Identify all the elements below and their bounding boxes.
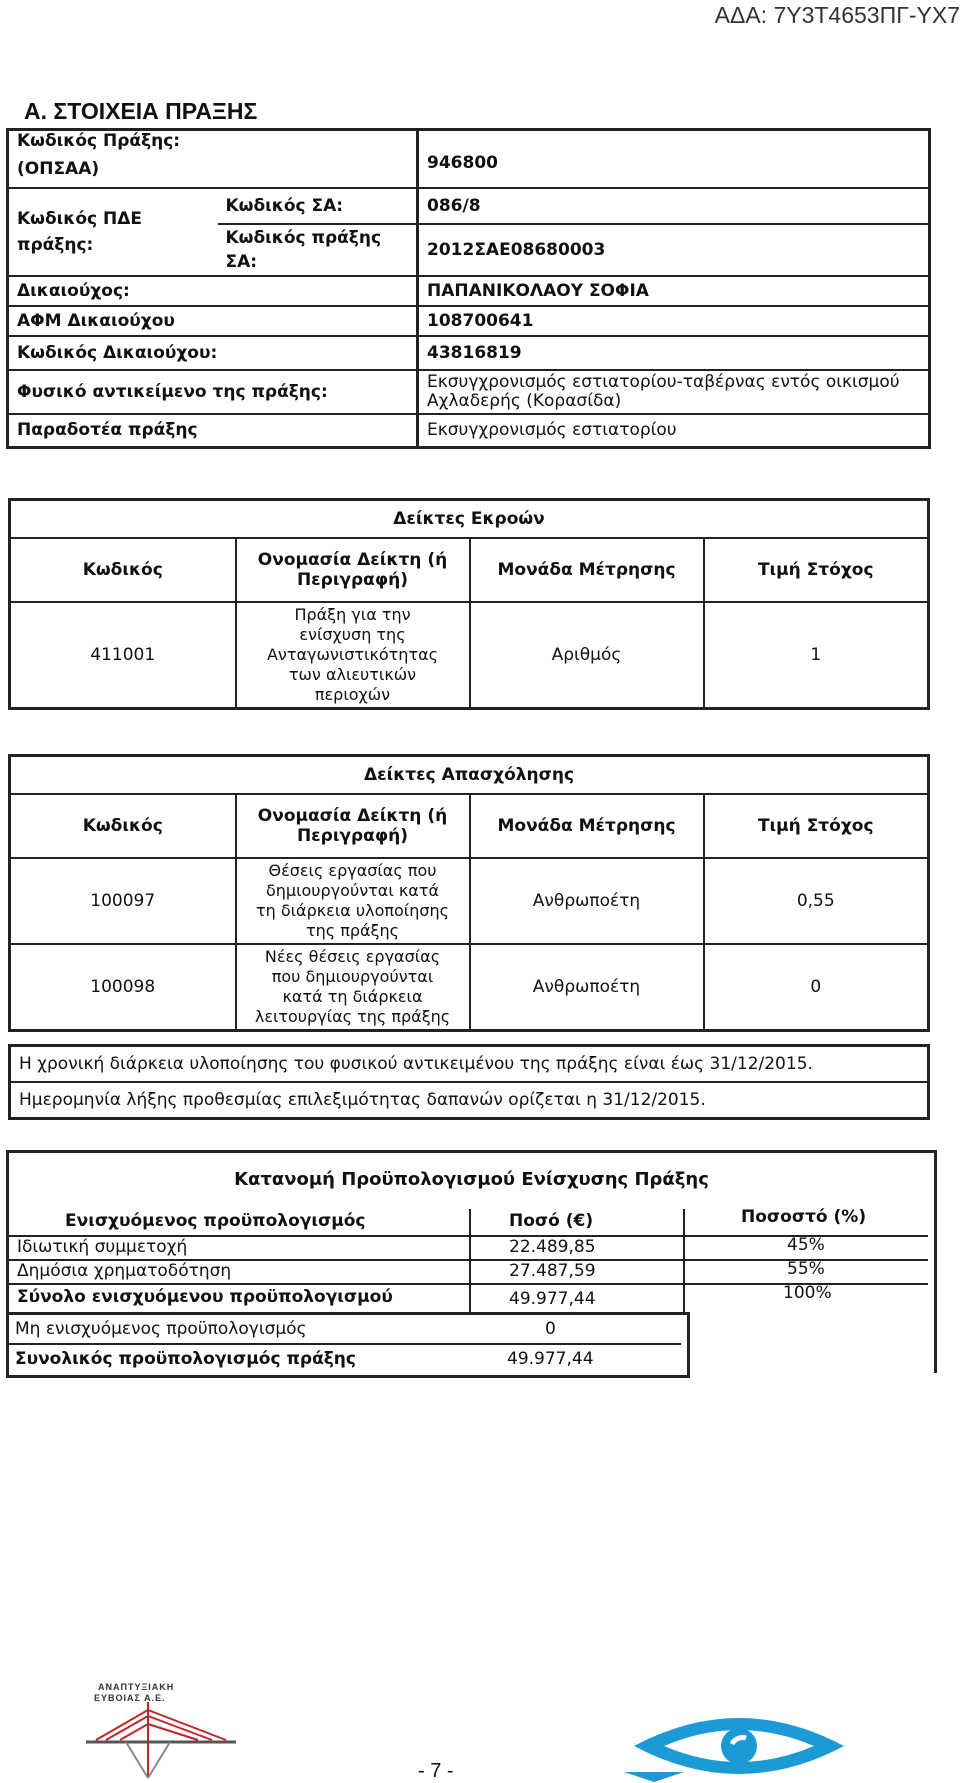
duration-note: Η χρονική διάρκεια υλοποίησης του φυσικού αντικειμένου της πράξης είναι έως 31/12/2015. (19, 1054, 813, 1074)
pde-code-label: Κωδικός ΠΔΕ πράξης: (8, 188, 218, 276)
afm-value: 108700641 (418, 306, 930, 336)
table-row (10, 602, 929, 709)
budget-divider (683, 1209, 685, 1315)
budget-row-percent: 100% (783, 1283, 832, 1303)
indicator-unit: Ανθρωποέτη (470, 944, 704, 1031)
indicator-code: 100097 (10, 858, 236, 944)
duration-notes (8, 1044, 930, 1120)
col-target: Τιμή Στόχος (704, 794, 929, 858)
sa-code-value: 086/8 (418, 188, 930, 224)
budget-divider (469, 1209, 471, 1315)
ada-code: ΑΔΑ: 7Υ3Τ4653ΠΓ-ΥΧ7 (714, 2, 960, 28)
col-code: Κωδικός (10, 794, 236, 858)
total-budget-amount: 49.977,44 (507, 1349, 594, 1369)
beneficiary-code-value: 43816819 (418, 336, 930, 370)
col-budget: Ενισχυόμενος προϋπολογισμός (65, 1211, 366, 1231)
indicator-target: 1 (704, 602, 929, 709)
budget-row-amount: 49.977,44 (509, 1289, 596, 1309)
physical-object-label: Φυσικό αντικείμενο της πράξης: (17, 381, 328, 402)
afm-label: ΑΦΜ Δικαιούχου (17, 310, 175, 331)
project-code-label: Κωδικός Πράξης: (ΟΠΣΑΑ) (17, 131, 181, 179)
non-subsidized-amount: 0 (545, 1319, 556, 1339)
indicator-description: Νέες θέσεις εργασίας που δημιουργούνται κατά τη διάρκεια λειτουργίας της πράξης (236, 944, 470, 1031)
project-sa-code-label: Κωδικός πράξης ΣΑ: (225, 227, 382, 272)
anaptyxiaki-evvoias-logo (86, 1680, 236, 1780)
physical-object-value: Εκσυγχρονισμός εστιατορίου-ταβέρνας εντός οικισμού Αχλαδερής (Κορασίδα) (418, 370, 930, 414)
project-sa-code-value: 2012ΣΑΕ08680003 (418, 224, 930, 276)
col-percent: Ποσοστό (%) (741, 1207, 867, 1227)
project-details-table (6, 128, 931, 449)
indicator-description: Πράξη για την ενίσχυση της Ανταγωνιστικότητας των αλιευτικών περιοχών (236, 602, 470, 709)
col-name: Ονομασία Δείκτη (ή Περιγραφή) (236, 538, 470, 602)
beneficiary-code-label: Κωδικός Δικαιούχου: (17, 342, 218, 363)
budget-row-amount: 22.489,85 (509, 1237, 596, 1257)
project-code-value: 946800 (418, 130, 930, 188)
col-code: Κωδικός (10, 538, 236, 602)
indicator-target: 0 (704, 944, 929, 1031)
budget-divider (9, 1343, 681, 1345)
budget-title: Κατανομή Προϋπολογισμού Ενίσχυσης Πράξης (234, 1169, 709, 1190)
table-row (10, 858, 929, 944)
beneficiary-value: ΠΑΠΑΝΙΚΟΛΑΟΥ ΣΟΦΙΑ (418, 276, 930, 306)
col-unit: Μονάδα Μέτρησης (470, 794, 704, 858)
budget-row-label: Δημόσια χρηματοδότηση (17, 1261, 232, 1281)
indicator-unit: Ανθρωποέτη (470, 858, 704, 944)
non-subsidized-label: Μη ενισχυόμενος προϋπολογισμός (15, 1319, 307, 1339)
page-number: - 7 - (418, 1760, 454, 1782)
deadline-note: Ημερομηνία λήξης προθεσμίας επιλεξιμότητας δαπανών ορίζεται η 31/12/2015. (11, 1081, 927, 1117)
budget-row-label: Σύνολο ενισχυόμενου προϋπολογισμού (17, 1287, 393, 1307)
beneficiary-label: Δικαιούχος: (17, 280, 130, 301)
indicator-code: 100098 (10, 944, 236, 1031)
indicator-target: 0,55 (704, 858, 929, 944)
output-indicators-title: Δείκτες Εκροών (10, 500, 929, 539)
employment-indicators-title: Δείκτες Απασχόλησης (10, 756, 929, 795)
table-row (10, 944, 929, 1031)
eye-fish-logo (624, 1700, 854, 1782)
indicator-unit: Αριθμός (470, 602, 704, 709)
budget-row-percent: 55% (787, 1259, 825, 1279)
deliverables-value: Εκσυγχρονισμός εστιατορίου (418, 414, 930, 448)
employment-indicators-table (8, 754, 930, 1032)
col-unit: Μονάδα Μέτρησης (470, 538, 704, 602)
budget-row-percent: 45% (787, 1235, 825, 1255)
sa-code-label: Κωδικός ΣΑ: (218, 188, 418, 224)
logo-line-2: ΕΥΒΟΙΑΣ Α.Ε. (94, 1693, 166, 1703)
section-title: Α. ΣΤΟΙΧΕΙΑ ΠΡΑΞΗΣ (24, 98, 258, 124)
budget-row-amount: 27.487,59 (509, 1261, 596, 1281)
indicator-description: Θέσεις εργασίας που δημιουργούνται κατά τη διάρκεια υλοποίησης της πράξης (236, 858, 470, 944)
indicator-code: 411001 (10, 602, 236, 709)
col-target: Τιμή Στόχος (704, 538, 929, 602)
deliverables-label: Παραδοτέα πράξης (17, 420, 198, 441)
col-amount: Ποσό (€) (509, 1211, 594, 1231)
budget-row-label: Ιδιωτική συμμετοχή (17, 1237, 188, 1257)
budget-totals-box (6, 1312, 690, 1378)
output-indicators-table (8, 498, 930, 710)
total-budget-label: Συνολικός προϋπολογισμός πράξης (15, 1349, 356, 1369)
logo-line-1: ΑΝΑΠΤΥΞΙΑΚΗ (98, 1682, 175, 1692)
col-name: Ονομασία Δείκτη (ή Περιγραφή) (236, 794, 470, 858)
